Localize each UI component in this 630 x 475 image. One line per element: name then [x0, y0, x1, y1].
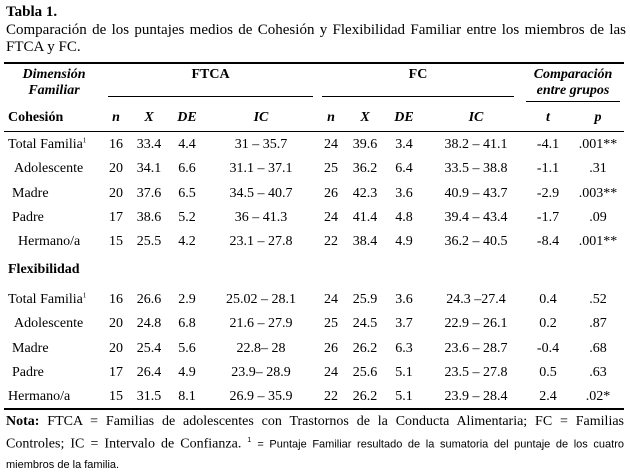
note-footnote-mark: 1 — [247, 437, 252, 444]
row-label — [14, 316, 83, 332]
cell-t: -0.4 — [536, 341, 560, 356]
header-comparison-line2: entre grupos — [536, 83, 610, 98]
cell-ic2: 22.9 – 26.1 — [444, 316, 508, 331]
cell-de1: 4.2 — [178, 234, 196, 249]
cell-de1: 5.2 — [178, 210, 196, 225]
top-rule — [4, 62, 624, 64]
cell-n2: 26 — [324, 186, 338, 201]
cell-p: .63 — [589, 365, 607, 380]
cell-x2: 36.2 — [352, 161, 378, 176]
cell-x1: 26.4 — [136, 365, 162, 380]
cell-n1: 15 — [109, 389, 123, 404]
row-label-text: Padre — [12, 210, 44, 225]
cell-t: -4.1 — [536, 137, 560, 152]
cell-de2: 5.1 — [395, 389, 413, 404]
cell-de1: 6.6 — [178, 161, 196, 176]
cell-de2: 3.6 — [395, 292, 413, 307]
cell-de1: 6.8 — [178, 316, 196, 331]
column-header-x1: X — [144, 110, 154, 125]
cell-ic1: 23.1 – 27.8 — [229, 234, 293, 249]
cell-de2: 3.4 — [395, 137, 413, 152]
row-label — [8, 137, 86, 153]
table-note — [6, 412, 624, 475]
cell-ic2: 40.9 – 43.7 — [444, 186, 508, 201]
cell-n2: 26 — [324, 341, 338, 356]
cell-de1: 4.4 — [178, 137, 196, 152]
cell-n1: 20 — [109, 341, 123, 356]
row-label-text: Adolescente — [14, 316, 84, 331]
cell-x1: 37.6 — [136, 186, 162, 201]
cell-n2: 25 — [324, 161, 338, 176]
cell-n1: 17 — [109, 365, 123, 380]
cell-ic2: 23.5 – 27.8 — [444, 365, 508, 380]
row-label — [12, 341, 49, 357]
cell-de2: 3.6 — [395, 186, 413, 201]
section-label: Flexibilidad — [8, 262, 80, 277]
cell-x2: 25.6 — [352, 365, 378, 380]
row-label-text: Total Familia — [8, 292, 83, 307]
cell-t: -8.4 — [536, 234, 560, 249]
cell-x2: 24.5 — [352, 316, 378, 331]
cell-n1: 20 — [109, 161, 123, 176]
cell-n1: 15 — [109, 234, 123, 249]
cell-n2: 24 — [324, 210, 338, 225]
cell-ic2: 38.2 – 41.1 — [444, 137, 508, 152]
cell-de2: 6.4 — [395, 161, 413, 176]
cell-n2: 25 — [324, 316, 338, 331]
header-dimension-line2: Familiar — [28, 83, 80, 98]
cell-n2: 24 — [324, 365, 338, 380]
cell-ic2: 23.6 – 28.7 — [444, 341, 508, 356]
cell-n2: 24 — [324, 292, 338, 307]
cell-x1: 24.8 — [136, 316, 162, 331]
cell-x2: 26.2 — [352, 389, 378, 404]
cell-p: .87 — [589, 316, 607, 331]
cell-de2: 4.9 — [395, 234, 413, 249]
cell-de2: 5.1 — [395, 365, 413, 380]
cell-de1: 4.9 — [178, 365, 196, 380]
cell-de2: 6.3 — [395, 341, 413, 356]
fc-underline — [322, 96, 514, 97]
cell-t: 0.5 — [539, 365, 557, 380]
column-header-n2: n — [327, 110, 335, 125]
cell-x1: 33.4 — [136, 137, 162, 152]
cell-p: .31 — [589, 161, 607, 176]
cell-n1: 20 — [109, 316, 123, 331]
cell-t: -2.9 — [536, 186, 560, 201]
cell-ic1: 31.1 – 37.1 — [229, 161, 293, 176]
cell-p: .68 — [589, 341, 607, 356]
cell-ic1: 25.02 – 28.1 — [226, 292, 296, 307]
header-group-ftca: FTCA — [191, 67, 230, 82]
row-label-text: Total Familia — [8, 137, 83, 152]
cell-ic2: 39.4 – 43.4 — [444, 210, 508, 225]
cell-de2: 4.8 — [395, 210, 413, 225]
cell-x1: 25.5 — [136, 234, 162, 249]
cell-x2: 39.6 — [352, 137, 378, 152]
row-label-text: Padre — [12, 365, 44, 380]
row-label-text: Hermano/a — [18, 234, 81, 249]
cell-n1: 17 — [109, 210, 123, 225]
bottom-rule — [4, 408, 624, 410]
cell-ic1: 26.9 – 35.9 — [229, 389, 293, 404]
column-header-x2: X — [360, 110, 370, 125]
note-text: FTCA = Familias de adolescentes con Trastornos de la Conducta Alimentaria; FC = Familias Controles; IC = Intervalo de Confianza. — [6, 414, 624, 452]
header-group-fc: FC — [408, 67, 428, 82]
row-label-text: Hermano/a — [8, 389, 71, 404]
cell-p: .001** — [578, 137, 618, 152]
row-label-text: Madre — [12, 186, 49, 201]
cell-p: .001** — [578, 234, 618, 249]
cell-t: 0.2 — [539, 316, 557, 331]
cell-ic2: 33.5 – 38.8 — [444, 161, 508, 176]
cell-de1: 6.5 — [178, 186, 196, 201]
cell-n2: 22 — [324, 234, 338, 249]
column-header-t: t — [546, 110, 550, 125]
row-label — [18, 234, 80, 250]
note-label: Nota: — [6, 414, 40, 429]
cell-ic1: 23.9– 28.9 — [231, 365, 291, 380]
row-label — [12, 210, 44, 226]
cell-x2: 26.2 — [352, 341, 378, 356]
cell-x2: 25.9 — [352, 292, 378, 307]
cell-x1: 26.6 — [136, 292, 162, 307]
cell-n1: 20 — [109, 186, 123, 201]
row-label — [12, 186, 49, 202]
cell-p: .09 — [589, 210, 607, 225]
row-label-text: Madre — [12, 341, 49, 356]
row-label-text: Adolescente — [14, 161, 84, 176]
row-label — [14, 161, 83, 177]
footnote-marker: 1 — [82, 291, 87, 300]
cell-x1: 25.4 — [136, 341, 162, 356]
cell-t: 0.4 — [539, 292, 557, 307]
column-header-p: p — [594, 110, 602, 125]
cell-x2: 42.3 — [352, 186, 378, 201]
column-header-de2: DE — [394, 110, 414, 125]
comparison-underline — [526, 101, 620, 102]
column-header-ic2: IC — [468, 110, 484, 125]
cell-ic1: 34.5 – 40.7 — [229, 186, 293, 201]
cell-x2: 41.4 — [352, 210, 378, 225]
cell-ic1: 22.8– 28 — [236, 341, 286, 356]
table-title: Tabla 1. — [6, 4, 58, 20]
ftca-underline — [108, 96, 313, 97]
row-label — [8, 389, 70, 405]
cell-de1: 8.1 — [178, 389, 196, 404]
cell-x1: 38.6 — [136, 210, 162, 225]
cell-n2: 22 — [324, 389, 338, 404]
cell-de2: 3.7 — [395, 316, 413, 331]
cell-n2: 24 — [324, 137, 338, 152]
column-header-ic1: IC — [253, 110, 269, 125]
cell-x1: 31.5 — [136, 389, 162, 404]
cell-x1: 34.1 — [136, 161, 162, 176]
cell-p: .02* — [585, 389, 611, 404]
cell-n1: 16 — [109, 137, 123, 152]
cell-n1: 16 — [109, 292, 123, 307]
cell-ic2: 36.2 – 40.5 — [444, 234, 508, 249]
cell-ic2: 23.9 – 28.4 — [444, 389, 508, 404]
cell-t: -1.1 — [536, 161, 560, 176]
column-header-de1: DE — [177, 110, 197, 125]
cell-t: 2.4 — [539, 389, 557, 404]
cell-de1: 2.9 — [178, 292, 196, 307]
header-dimension-line1: Dimensión — [22, 67, 86, 82]
cell-ic1: 36 – 41.3 — [234, 210, 288, 225]
cell-x2: 38.4 — [352, 234, 378, 249]
section-label: Cohesión — [8, 110, 64, 125]
cell-p: .003** — [578, 186, 618, 201]
cell-ic2: 24.3 –27.4 — [446, 292, 506, 307]
header-rule — [4, 131, 624, 132]
row-label — [12, 365, 44, 381]
cell-ic1: 31 – 35.7 — [234, 137, 288, 152]
note-footnote-text: = Puntaje Familiar resultado de la sumatoria del puntaje de los cuatro miembros de la familia. — [6, 438, 624, 471]
header-comparison-line1: Comparación — [533, 67, 613, 82]
cell-p: .52 — [589, 292, 607, 307]
table-caption: Comparación de los puntajes medios de Cohesión y Flexibilidad Familiar entre los miembros de las FTCA y FC. — [6, 22, 626, 55]
cell-t: -1.7 — [536, 210, 560, 225]
cell-ic1: 21.6 – 27.9 — [229, 316, 293, 331]
footnote-marker: 1 — [82, 136, 87, 145]
column-header-n1: n — [112, 110, 120, 125]
cell-de1: 5.6 — [178, 341, 196, 356]
row-label — [8, 292, 86, 308]
